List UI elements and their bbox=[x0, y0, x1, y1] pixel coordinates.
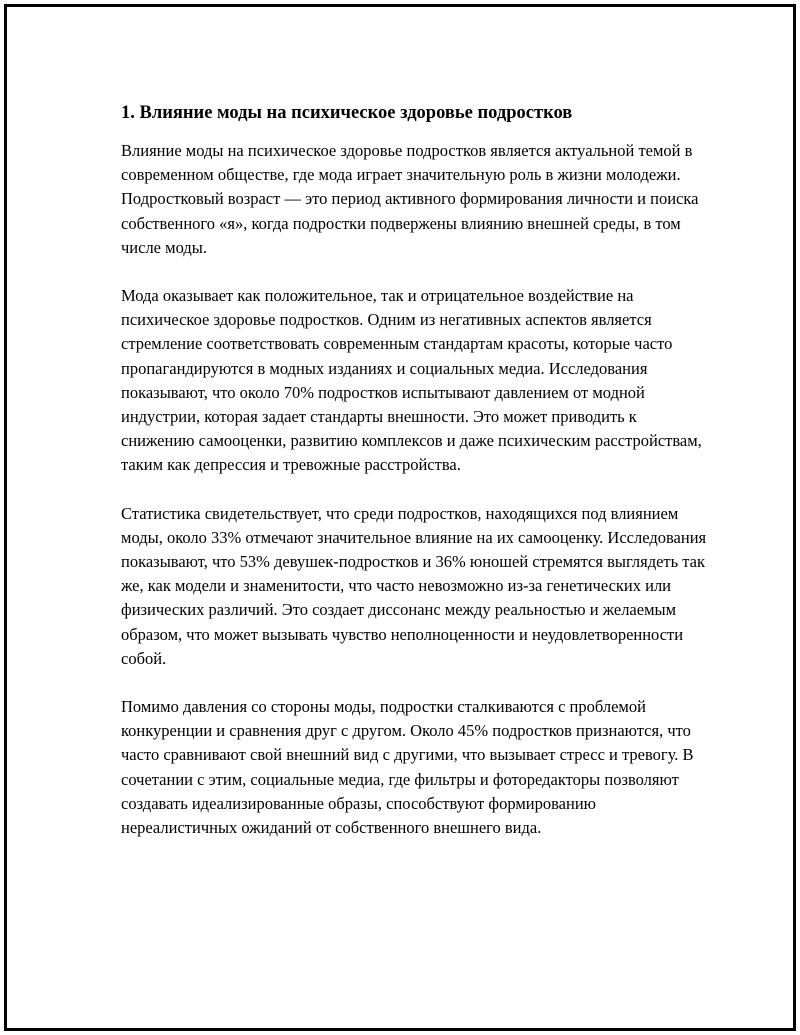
paragraph-3: Статистика свидетельствует, что среди подростков, находящихся под влиянием моды, около 33% отмечают значительное влияние на их самооценку. Исследования показывают, что 53% девушек-подростков и 36% юношей стремятся выглядеть так же, как модели и знаменитости, что часто невозможно из-за генетических или физических различий. Это создает диссонанс между реальностью и желаемым образом, что может вызывать чувство неполноценности и неудовлетворенности собой. bbox=[121, 503, 707, 668]
document-body bbox=[121, 99, 711, 864]
section-heading: 1. Влияние моды на психическое здоровье подростков bbox=[121, 103, 573, 123]
paragraph-2: Мода оказывает как положительное, так и отрицательное воздействие на психическое здоровье подростков. Одним из негативных аспектов является стремление соответствовать современным стандартам красоты, которые часто пропагандируются в модных изданиях и социальных медиа. Исследования показывают, что около 70% подростков испытывают давлением от модной индустрии, которая задает стандарты внешности. Это может приводить к снижению самооценки, развитию комплексов и даже психическим расстройствам, таким как депрессия и тревожные расстройства. bbox=[121, 286, 702, 475]
paragraph-1: Влияние моды на психическое здоровье подростков является актуальной темой в современном обществе, где мода играет значительную роль в жизни молодежи. Подростковый возраст — это период активного формирования личности и поиска собственного «я», когда подростки подвержены влиянию внешней среды, в том числе моды. bbox=[121, 141, 699, 257]
page-frame bbox=[4, 4, 796, 1031]
paragraph-4: Помимо давления со стороны моды, подростки сталкиваются с проблемой конкуренции и сравнения друг с другом. Около 45% подростков признаются, что часто сравнивают свой внешний вид с другими, что вызывает стресс и тревогу. В сочетании с этим, социальные медиа, где фильтры и фоторедакторы позволяют создавать идеализированные образы, способствуют формированию нереалистичных ожиданий от собственного внешнего вида. bbox=[121, 697, 694, 838]
